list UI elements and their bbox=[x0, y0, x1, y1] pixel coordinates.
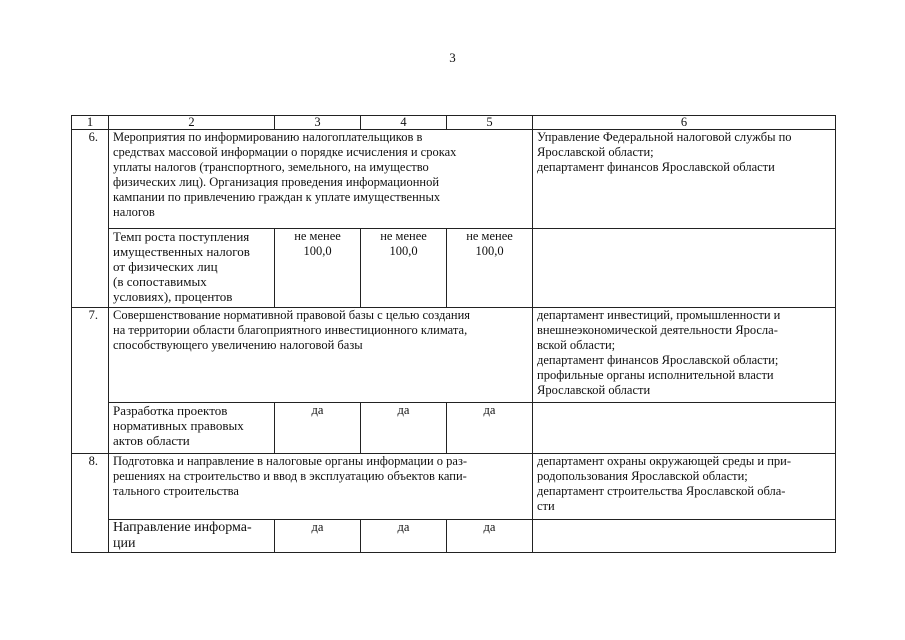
table-row bbox=[72, 520, 836, 553]
indicator-value: не менее 100,0 bbox=[275, 229, 361, 308]
header-cell: 1 bbox=[72, 116, 109, 130]
indicator-value: не менее 100,0 bbox=[447, 229, 533, 308]
table-row bbox=[72, 454, 836, 520]
responsible-bodies: департамент инвестиций, промышленности и внешнеэкономической деятельности Яросла- вской области; департамент финансов Ярославской области; профильные органы исполнительной власти Ярославской области bbox=[533, 308, 836, 403]
header-row bbox=[72, 116, 836, 130]
empty-cell bbox=[533, 229, 836, 308]
indicator-value: да bbox=[275, 520, 361, 553]
header-cell: 4 bbox=[361, 116, 447, 130]
empty-cell bbox=[533, 520, 836, 553]
table-row bbox=[72, 403, 836, 454]
indicator-value: да bbox=[275, 403, 361, 454]
indicator-value: да bbox=[447, 520, 533, 553]
header-cell: 6 bbox=[533, 116, 836, 130]
table-row bbox=[72, 308, 836, 403]
measure-description: Мероприятия по информированию налогоплательщиков в средствах массовой информации о порядке исчисления и сроках уплаты налогов (транспортного, земельного, на имущество физических лиц). Организация проведения информационной кампании по привлечению граждан к уплате имущественных налогов bbox=[109, 130, 533, 229]
measure-description: Совершенствование нормативной правовой базы с целью создания на территории области благоприятного инвестиционного климата, способствующего увеличению налоговой базы bbox=[109, 308, 533, 403]
page-number: 3 bbox=[449, 50, 456, 65]
indicator-name: Темп роста поступления имущественных налогов от физических лиц (в сопоставимых условиях), процентов bbox=[109, 229, 275, 308]
header-cell: 3 bbox=[275, 116, 361, 130]
indicator-value: не менее 100,0 bbox=[361, 229, 447, 308]
indicator-value: да bbox=[361, 403, 447, 454]
header-cell: 2 bbox=[109, 116, 275, 130]
row-number: 7. bbox=[72, 308, 109, 454]
row-number: 8. bbox=[72, 454, 109, 553]
empty-cell bbox=[533, 403, 836, 454]
header-cell: 5 bbox=[447, 116, 533, 130]
table-row bbox=[72, 130, 836, 229]
row-number: 6. bbox=[72, 130, 109, 308]
measures-table bbox=[71, 115, 836, 553]
responsible-bodies: Управление Федеральной налоговой службы по Ярославской области; департамент финансов Ярославской области bbox=[533, 130, 836, 229]
measure-description: Подготовка и направление в налоговые органы информации о раз- решениях на строительство и ввод в эксплуатацию объектов капи- тального строительства bbox=[109, 454, 533, 520]
table-row bbox=[72, 229, 836, 308]
indicator-value: да bbox=[361, 520, 447, 553]
responsible-bodies: департамент охраны окружающей среды и при- родопользования Ярославской области; департамент строительства Ярославской обла- сти bbox=[533, 454, 836, 520]
indicator-name: Направление информа- ции bbox=[109, 520, 275, 553]
indicator-value: да bbox=[447, 403, 533, 454]
indicator-name: Разработка проектов нормативных правовых актов области bbox=[109, 403, 275, 454]
